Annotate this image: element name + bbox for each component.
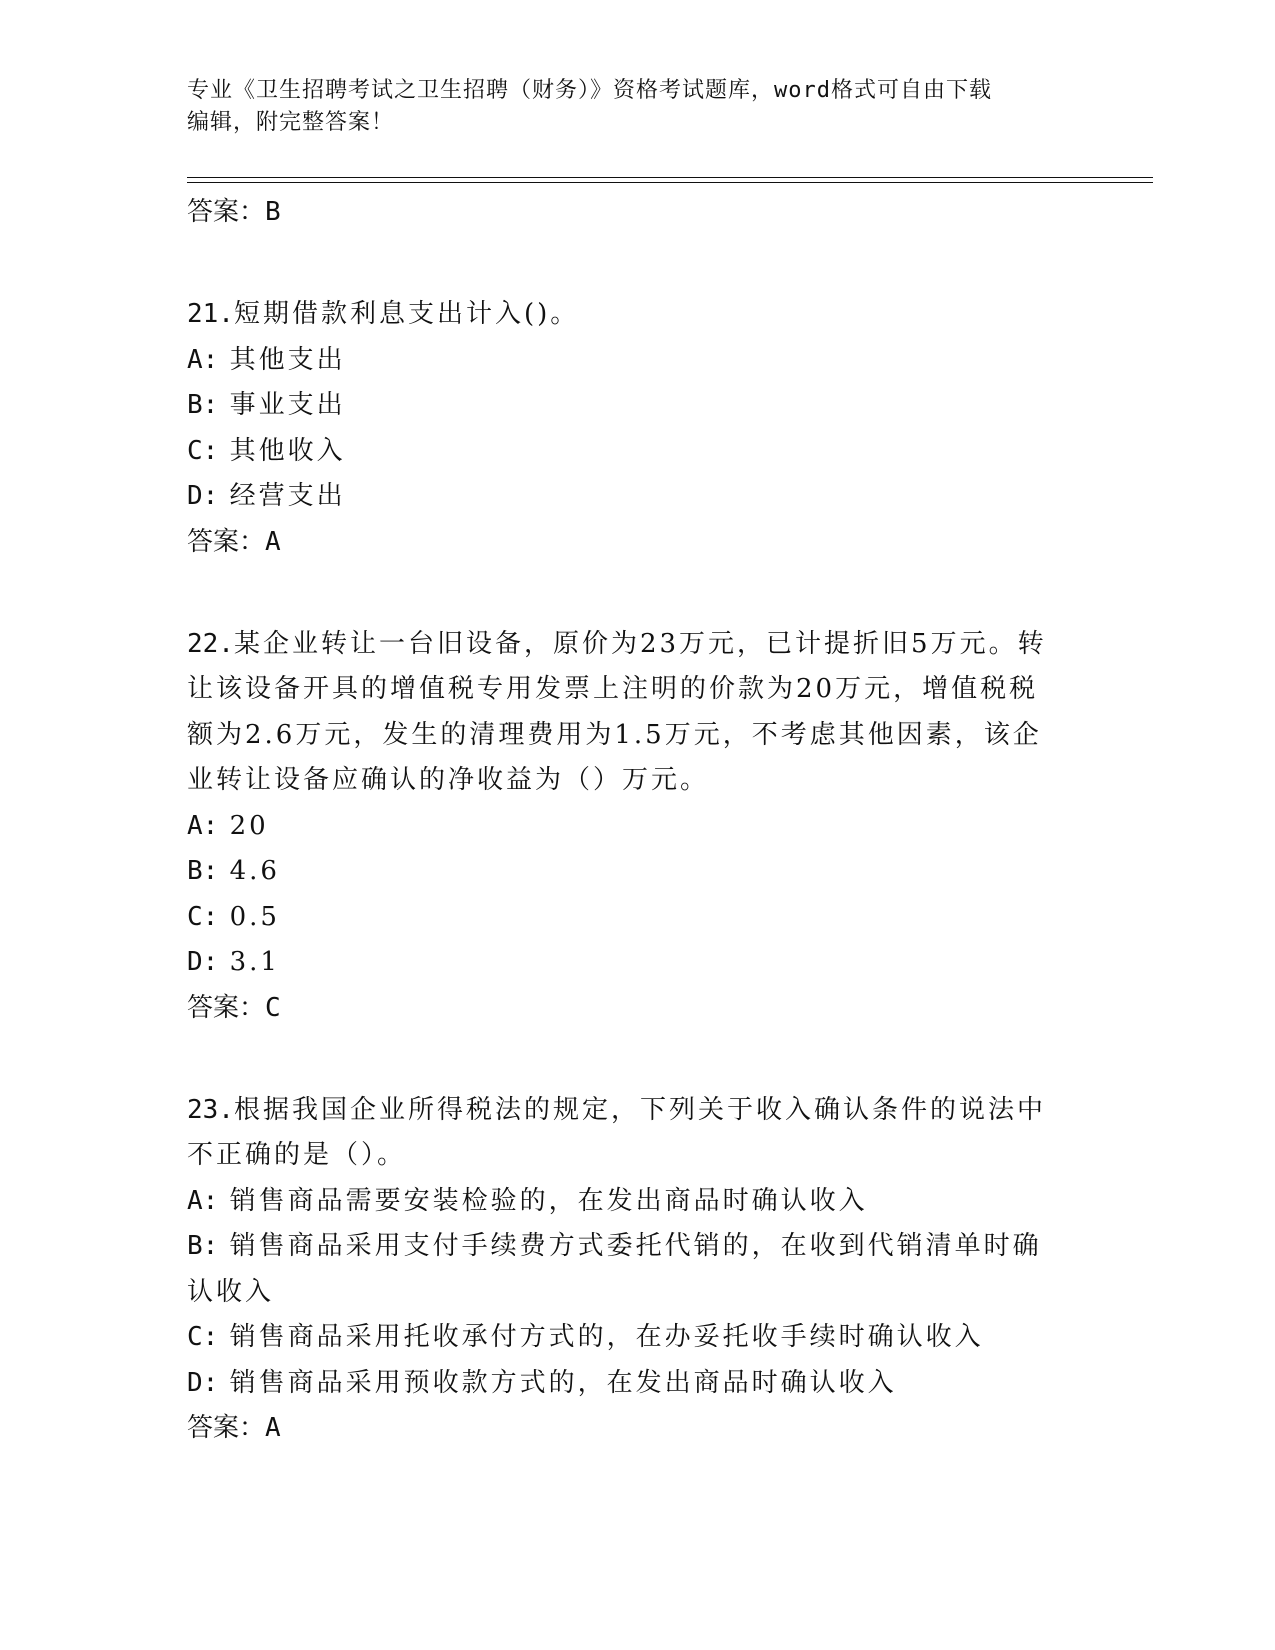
option-d [187, 940, 1067, 986]
option-letter: D: [187, 481, 219, 511]
option-letter: D: [187, 1367, 219, 1398]
answer-line [187, 986, 1067, 1030]
question-23 [187, 1088, 1067, 1451]
answer-value: A [265, 526, 281, 557]
header-line-1: 专业《卫生招聘考试之卫生招聘（财务）》资格考试题库，word格式可自由下载 [187, 78, 992, 103]
answer-value: C [265, 992, 281, 1023]
option-text: 销售商品需要安装检验的，在发出商品时确认收入 [229, 1185, 868, 1216]
question-body: 短期借款利息支出计入()。 [233, 299, 580, 329]
option-a [187, 1179, 1067, 1225]
question-number: 23. [187, 1094, 234, 1125]
question-number: 22. [187, 628, 234, 659]
option-c [187, 1315, 1067, 1361]
option-letter: B: [187, 856, 219, 886]
option-letter: D: [187, 947, 219, 977]
option-c [187, 429, 1067, 475]
question-list [187, 190, 1067, 1450]
option-c [187, 895, 1067, 941]
option-b [187, 383, 1067, 429]
option-text: 其他收入 [229, 435, 346, 466]
answer-label: 答案： [187, 197, 266, 227]
answer-line [187, 190, 1067, 234]
option-text: 销售商品采用托收承付方式的，在办妥托收手续时确认收入 [229, 1322, 984, 1352]
header-divider-top [187, 177, 1153, 178]
option-d [187, 474, 1067, 520]
option-letter: B: [187, 1231, 219, 1261]
option-letter: A: [187, 1185, 219, 1216]
option-text: 销售商品采用预收款方式的，在发出商品时确认收入 [229, 1367, 897, 1398]
answer-label: 答案： [187, 1413, 266, 1443]
question-22 [187, 622, 1067, 1030]
option-letter: A: [187, 344, 219, 375]
option-text: 20 [229, 810, 269, 841]
document-header [187, 75, 1087, 139]
answer-label: 答案： [187, 526, 266, 557]
answer-line [187, 1406, 1067, 1450]
option-text: 经营支出 [229, 481, 346, 511]
option-b [187, 1224, 1067, 1315]
option-text: 3.1 [229, 947, 280, 977]
option-d [187, 1361, 1067, 1407]
question-body: 根据我国企业所得税法的规定，下列关于收入确认条件的说法中不正确的是（）。 [187, 1094, 1046, 1170]
answer-label: 答案： [187, 992, 266, 1023]
option-text: 销售商品采用支付手续费方式委托代销的，在收到代销清单时确认收入 [187, 1231, 1042, 1307]
question-text [187, 292, 1067, 338]
option-letter: C: [187, 1322, 219, 1352]
option-b [187, 849, 1067, 895]
option-a [187, 804, 1067, 850]
question-text [187, 1088, 1067, 1179]
option-text: 其他支出 [229, 344, 346, 375]
question-number: 21. [187, 299, 234, 329]
answer-value: B [265, 197, 281, 227]
question-body: 某企业转让一台旧设备，原价为23万元，已计提折旧5万元。转让该设备开具的增值税专用发票上注明的价款为20万元，增值税税额为2.6万元，发生的清理费用为1.5万元，不考虑其他因素，该企业转让设备应确认的净收益为（）万元。 [187, 628, 1047, 795]
answer-line [187, 520, 1067, 564]
option-text: 事业支出 [229, 390, 346, 420]
answer-value: A [265, 1413, 281, 1443]
option-a [187, 338, 1067, 384]
question-text [187, 622, 1067, 804]
header-divider-bottom [187, 182, 1153, 183]
option-letter: A: [187, 810, 219, 841]
option-text: 4.6 [229, 856, 280, 886]
option-text: 0.5 [229, 901, 280, 932]
header-line-2: 编辑，附完整答案！ [187, 110, 395, 135]
question-21 [187, 292, 1067, 564]
option-letter: C: [187, 901, 219, 932]
option-letter: B: [187, 390, 219, 420]
option-letter: C: [187, 435, 219, 466]
